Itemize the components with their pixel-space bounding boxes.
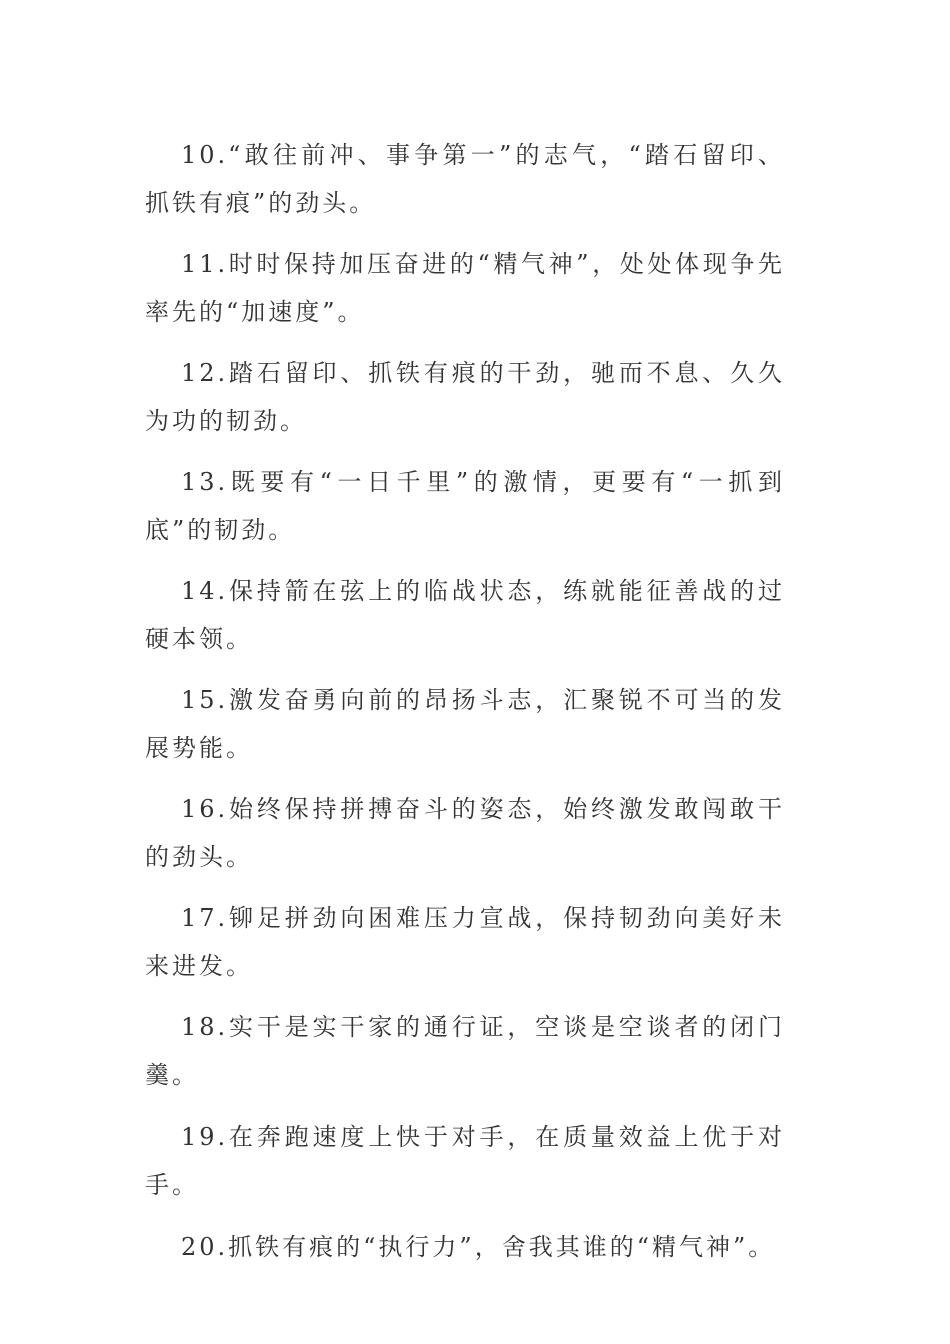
paragraph-item: 20.抓铁有痕的“执行力”，舍我其谁的“精气神”。 <box>181 1233 776 1261</box>
paragraph-item: 13.既要有“一日千里”的激情，更要有“一抓到底”的韧劲。 <box>145 468 785 544</box>
paragraph-item: 16.始终保持拼搏奋斗的姿态，始终激发敢闯敢干的劲头。 <box>145 795 785 871</box>
paragraph-item: 17.铆足拼劲向困难压力宣战，保持韧劲向美好未来进发。 <box>145 904 785 980</box>
paragraph-item: 12.踏石留印、抓铁有痕的干劲，驰而不息、久久为功的韧劲。 <box>145 359 785 435</box>
paragraph-item: 15.激发奋勇向前的昂扬斗志，汇聚锐不可当的发展势能。 <box>145 686 785 762</box>
paragraph-item: 11.时时保持加压奋进的“精气神”，处处体现争先率先的“加速度”。 <box>145 250 785 326</box>
paragraph-item: 10.“敢往前冲、事争第一”的志气，“踏石留印、抓铁有痕”的劲头。 <box>145 141 785 217</box>
document-body <box>145 131 785 1285</box>
paragraph-item: 18.实干是实干家的通行证，空谈是空谈者的闭门羹。 <box>145 1013 785 1089</box>
paragraph-item: 14.保持箭在弦上的临战状态，练就能征善战的过硬本领。 <box>145 577 785 653</box>
paragraph-item: 19.在奔跑速度上快于对手，在质量效益上优于对手。 <box>145 1123 785 1199</box>
